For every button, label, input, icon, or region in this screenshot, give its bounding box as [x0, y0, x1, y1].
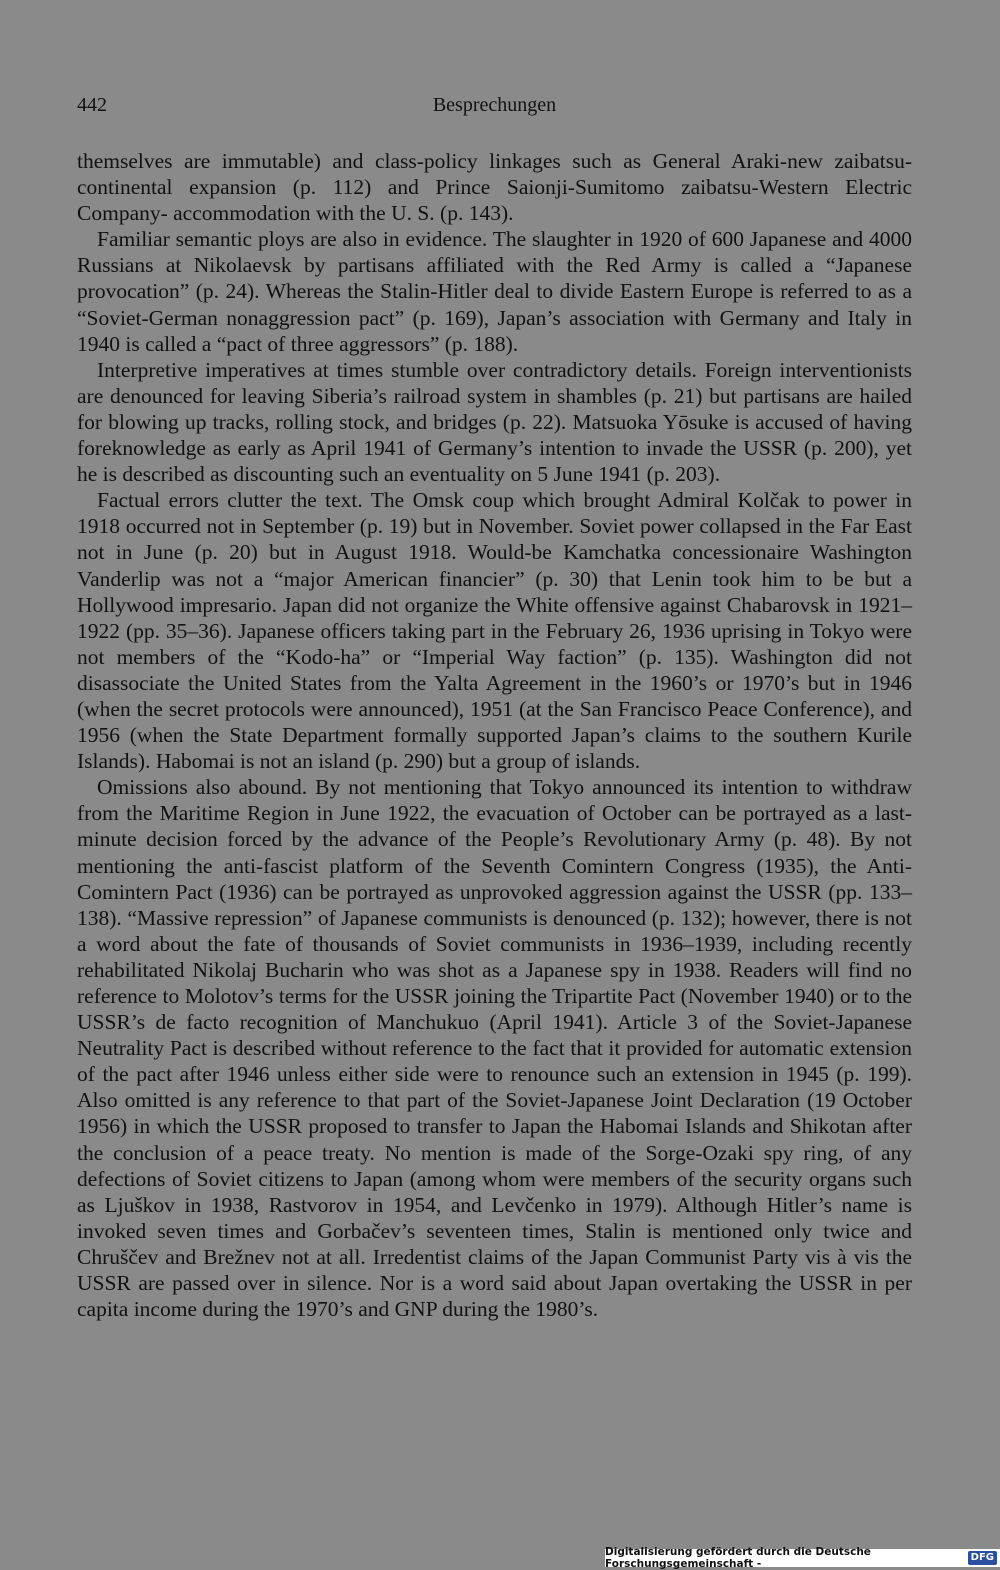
paragraph-continuation: themselves are immutable) and class-policy linkages such as General Araki-new zaibatsu-continental expansion (p. 112) and Prince Saionji-Sumitomo zaibatsu-Western Electric Company- accommodation with the U. S. (p. 143).	[77, 149, 912, 226]
paragraph-factual-errors: Factual errors clutter the text. The Omsk coup which brought Admiral Kolčak to power in 1918 occurred not in September (p. 19) but in November. Soviet power collapsed in the Far East not in June (p. 20) but in August 1918. Would-be Kamchatka concessionaire Washington Vanderlip was not a “major American financier” (p. 30) that Lenin took him to be but a Hollywood impresario. Japan did not organize the White offensive against Chabarovsk in 1921–1922 (pp. 35–36). Japanese officers taking part in the February 26, 1936 uprising in Tokyo were not members of the “Kodo-ha” or “Imperial Way faction” (p. 135). Washington did not disassociate the United States from the Yalta Agreement in the 1960’s or 1970’s but in 1946 (when the secret protocols were announced), 1951 (at the San Francisco Peace Conference), and 1956 (when the State Department formally supported Japan’s claims to the southern Kurile Islands). Habomai is not an island (p. 290) but a group of islands.	[77, 488, 912, 774]
page-number: 442	[77, 94, 107, 116]
review-body-text	[77, 148, 912, 1322]
dfg-logo: DFG	[968, 1551, 997, 1565]
digitization-credit-banner	[605, 1546, 1000, 1570]
paragraph-interpretive-imperatives: Interpretive imperatives at times stumble over contradictory details. Foreign interventionists are denounced for leaving Siberia’s railroad system in shambles (p. 21) but partisans are hailed for blowing up tracks, rolling stock, and bridges (p. 22). Matsuoka Yōsuke is accused of having foreknowledge as early as April 1941 of Germany’s intention to invade the USSR (p. 200), yet he is described as discounting such an eventuality on 5 June 1941 (p. 203).	[77, 357, 912, 487]
page-header	[77, 94, 912, 124]
digitization-credit-text: Digitalisierung gefördert durch die Deutsche Forschungsgemeinschaft -	[605, 1546, 871, 1570]
paragraph-semantic-ploys: Familiar semantic ploys are also in evidence. The slaughter in 1920 of 600 Japanese and 4000 Russians at Nikolaevsk by partisans affiliated with the Red Army is called a “Japanese provocation” (p. 24). Whereas the Stalin-Hitler deal to divide Eastern Europe is referred to as a “Soviet-German nonaggression pact” (p. 169), Japan’s association with Germany and Italy in 1940 is called a “pact of three aggressors” (p. 188).	[77, 227, 912, 356]
running-title: Besprechungen	[432, 94, 557, 116]
paragraph-omissions: Omissions also abound. By not mentioning that Tokyo announced its intention to withdraw from the Maritime Region in June 1922, the evacuation of October can be portrayed as a last-minute decision forced by the advance of the People’s Revolutionary Army (p. 48). By not mentioning the anti-fascist platform of the Seventh Comintern Congress (1935), the Anti-Comintern Pact (1936) can be portrayed as unprovoked aggression against the USSR (pp. 133–138). “Massive repression” of Japanese communists is denounced (p. 132); however, there is not a word about the fate of thousands of Soviet communists in 1936–1939, including recently rehabilitated Nikolaj Bucharin who was shot as a Japanese spy in 1938. Readers will find no reference to Molotov’s terms for the USSR joining the Tripartite Pact (November 1940) or to the USSR’s de facto recognition of Manchukuo (April 1941). Article 3 of the Soviet-Japanese Neutrality Pact is described without reference to the fact that it provided for automatic extension of the pact after 1946 unless either side were to renounce such an extension in 1945 (p. 199). Also omitted is any reference to that part of the Soviet-Japanese Joint Declaration (19 October 1956) in which the USSR proposed to transfer to Japan the Habomai Islands and Shikotan after the conclusion of a peace treaty. No mention is made of the Sorge-Ozaki spy ring, of any defections of Soviet citizens to Japan (among whom were members of the security organs such as Ljuškov in 1938, Rastvorov in 1954, and Levčenko in 1979). Although Hitler’s name is invoked seven times and Gorbačev’s seventeen times, Stalin is mentioned only twice and Chruščev and Brežnev not at all. Irredentist claims of the Japan Communist Party vis à vis the USSR are passed over in silence. Nor is a word said about Japan overtaking the USSR in per capita income during the 1970’s and GNP during the 1980’s.	[77, 775, 912, 1322]
